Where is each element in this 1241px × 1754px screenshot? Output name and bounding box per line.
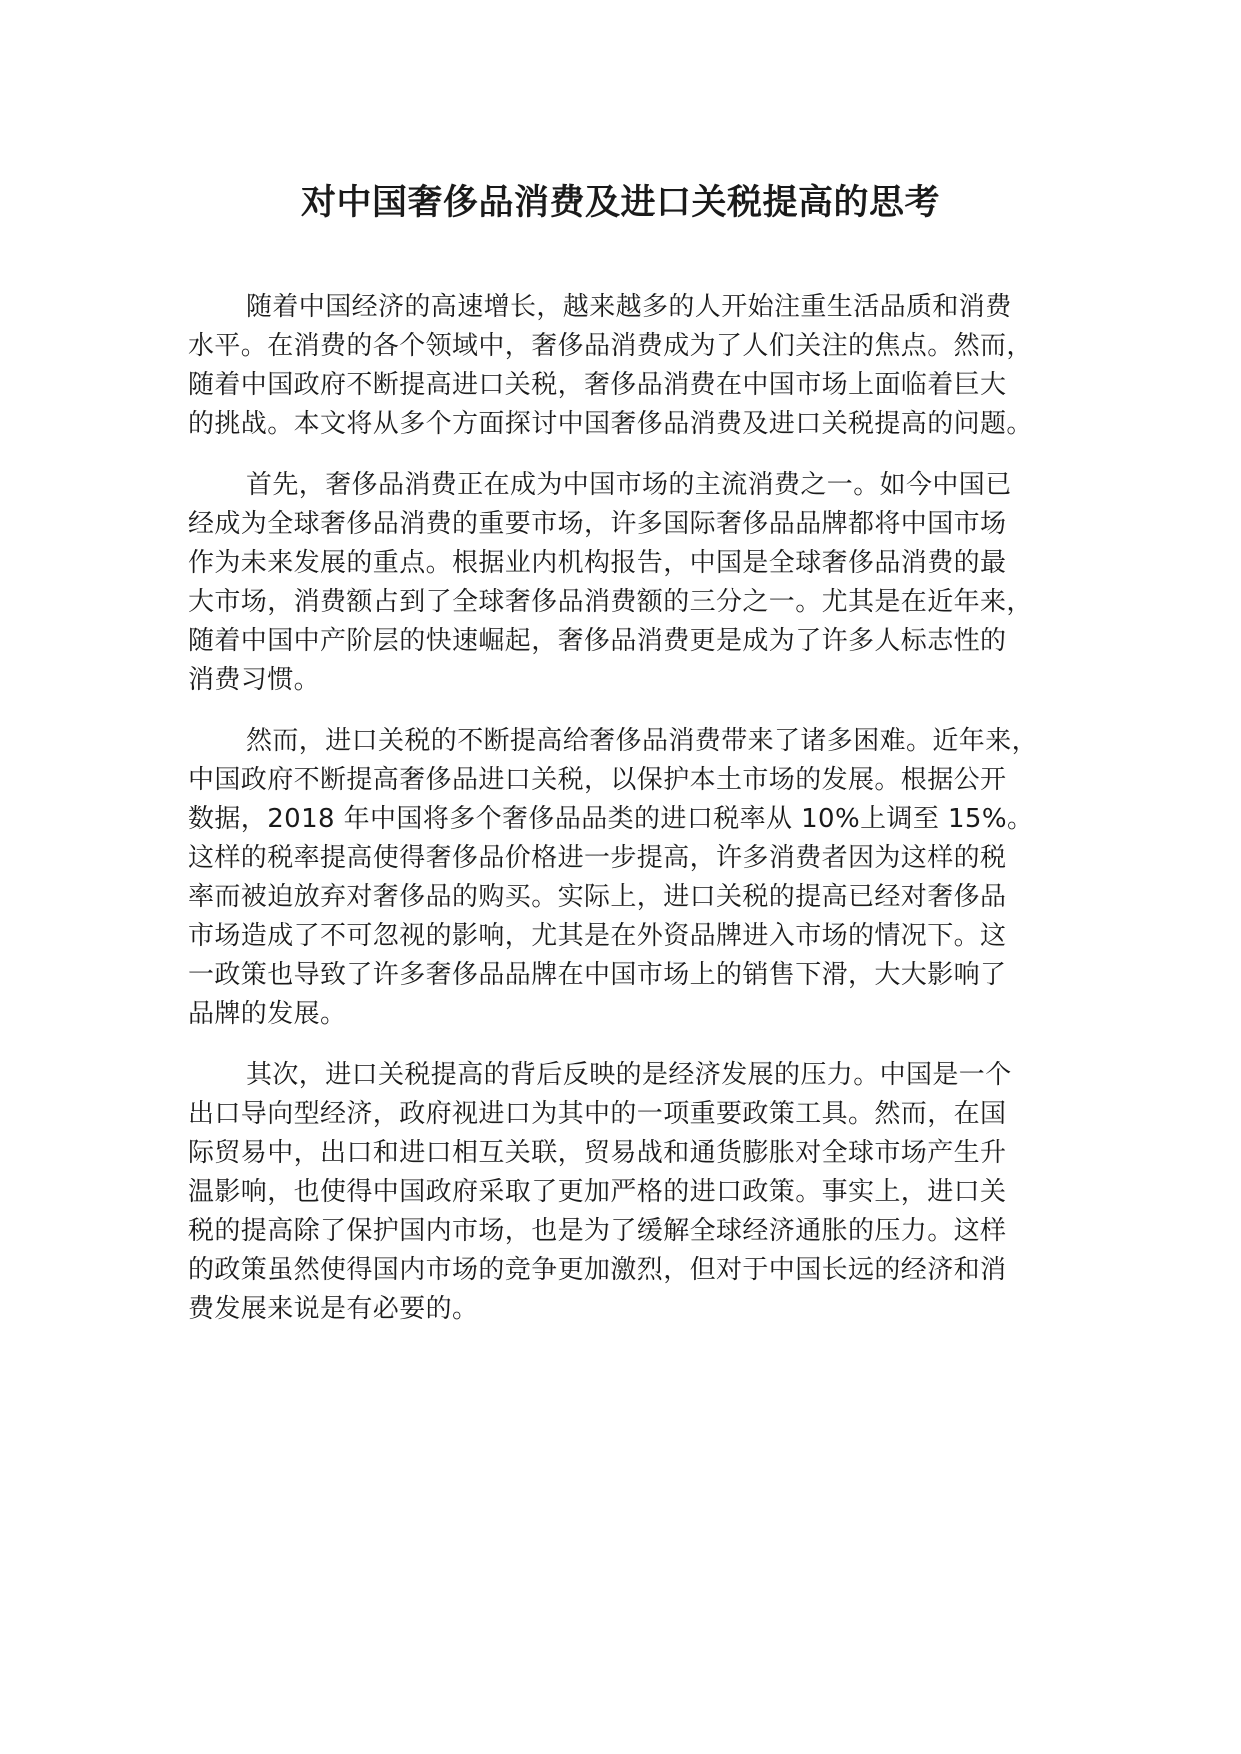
paragraph-line: 出口导向型经济，政府视进口为其中的一项重要政策工具。然而，在国 bbox=[188, 1099, 1007, 1129]
paragraph-line: 费发展来说是有必要的。 bbox=[188, 1294, 479, 1324]
paragraph-line: 一政策也导致了许多奢侈品品牌在中国市场上的销售下滑，大大影响了 bbox=[188, 960, 1007, 990]
paragraph-line: 际贸易中，出口和进口相互关联，贸易战和通货膨胀对全球市场产生升 bbox=[188, 1138, 1007, 1168]
paragraph-tariff-impact bbox=[188, 722, 1048, 1034]
paragraph-line: 随着中国政府不断提高进口关税，奢侈品消费在中国市场上面临着巨大 bbox=[188, 370, 1007, 400]
page-title: 对中国奢侈品消费及进口关税提高的思考 bbox=[300, 183, 940, 223]
paragraph-line: 其次，进口关税提高的背后反映的是经济发展的压力。中国是一个 bbox=[246, 1060, 1012, 1090]
paragraph-line: 税的提高除了保护国内市场，也是为了缓解全球经济通胀的压力。这样 bbox=[188, 1216, 1007, 1246]
paragraph-line: 市场造成了不可忽视的影响，尤其是在外资品牌进入市场的情况下。这 bbox=[188, 921, 1007, 951]
paragraph-line: 率而被迫放弃对奢侈品的购买。实际上，进口关税的提高已经对奢侈品 bbox=[188, 882, 1007, 912]
paragraph-line: 然而，进口关税的不断提高给奢侈品消费带来了诸多困难。近年来， bbox=[246, 726, 1039, 756]
paragraph-line: 随着中国经济的高速增长，越来越多的人开始注重生活品质和消费 bbox=[246, 292, 1012, 322]
paragraph-line: 首先，奢侈品消费正在成为中国市场的主流消费之一。如今中国已 bbox=[246, 470, 1012, 500]
paragraph-economic-pressure bbox=[188, 1056, 1048, 1329]
paragraph-line: 作为未来发展的重点。根据业内机构报告，中国是全球奢侈品消费的最 bbox=[188, 548, 1007, 578]
paragraph-line: 大市场，消费额占到了全球奢侈品消费额的三分之一。尤其是在近年来， bbox=[188, 587, 1033, 617]
paragraph-line: 水平。在消费的各个领域中，奢侈品消费成为了人们关注的焦点。然而， bbox=[188, 331, 1033, 361]
paragraph-line: 消费习惯。 bbox=[188, 665, 321, 695]
paragraph-line: 的挑战。本文将从多个方面探讨中国奢侈品消费及进口关税提高的问题。 bbox=[188, 409, 1033, 439]
paragraph-line: 随着中国中产阶层的快速崛起，奢侈品消费更是成为了许多人标志性的 bbox=[188, 626, 1007, 656]
paragraph-luxury-market bbox=[188, 466, 1048, 700]
document-body bbox=[188, 288, 1048, 1351]
paragraph-line: 中国政府不断提高奢侈品进口关税，以保护本土市场的发展。根据公开 bbox=[188, 765, 1007, 795]
paragraph-line: 的政策虽然使得国内市场的竞争更加激烈，但对于中国长远的经济和消 bbox=[188, 1255, 1007, 1285]
paragraph-line: 品牌的发展。 bbox=[188, 999, 347, 1029]
paragraph-line: 数据，2018 年中国将多个奢侈品品类的进口税率从 10%上调至 15%。 bbox=[188, 804, 1034, 834]
paragraph-line: 经成为全球奢侈品消费的重要市场，许多国际奢侈品品牌都将中国市场 bbox=[188, 509, 1007, 539]
paragraph-line: 这样的税率提高使得奢侈品价格进一步提高，许多消费者因为这样的税 bbox=[188, 843, 1007, 873]
paragraph-line: 温影响，也使得中国政府采取了更加严格的进口政策。事实上，进口关 bbox=[188, 1177, 1007, 1207]
paragraph-intro bbox=[188, 288, 1048, 444]
